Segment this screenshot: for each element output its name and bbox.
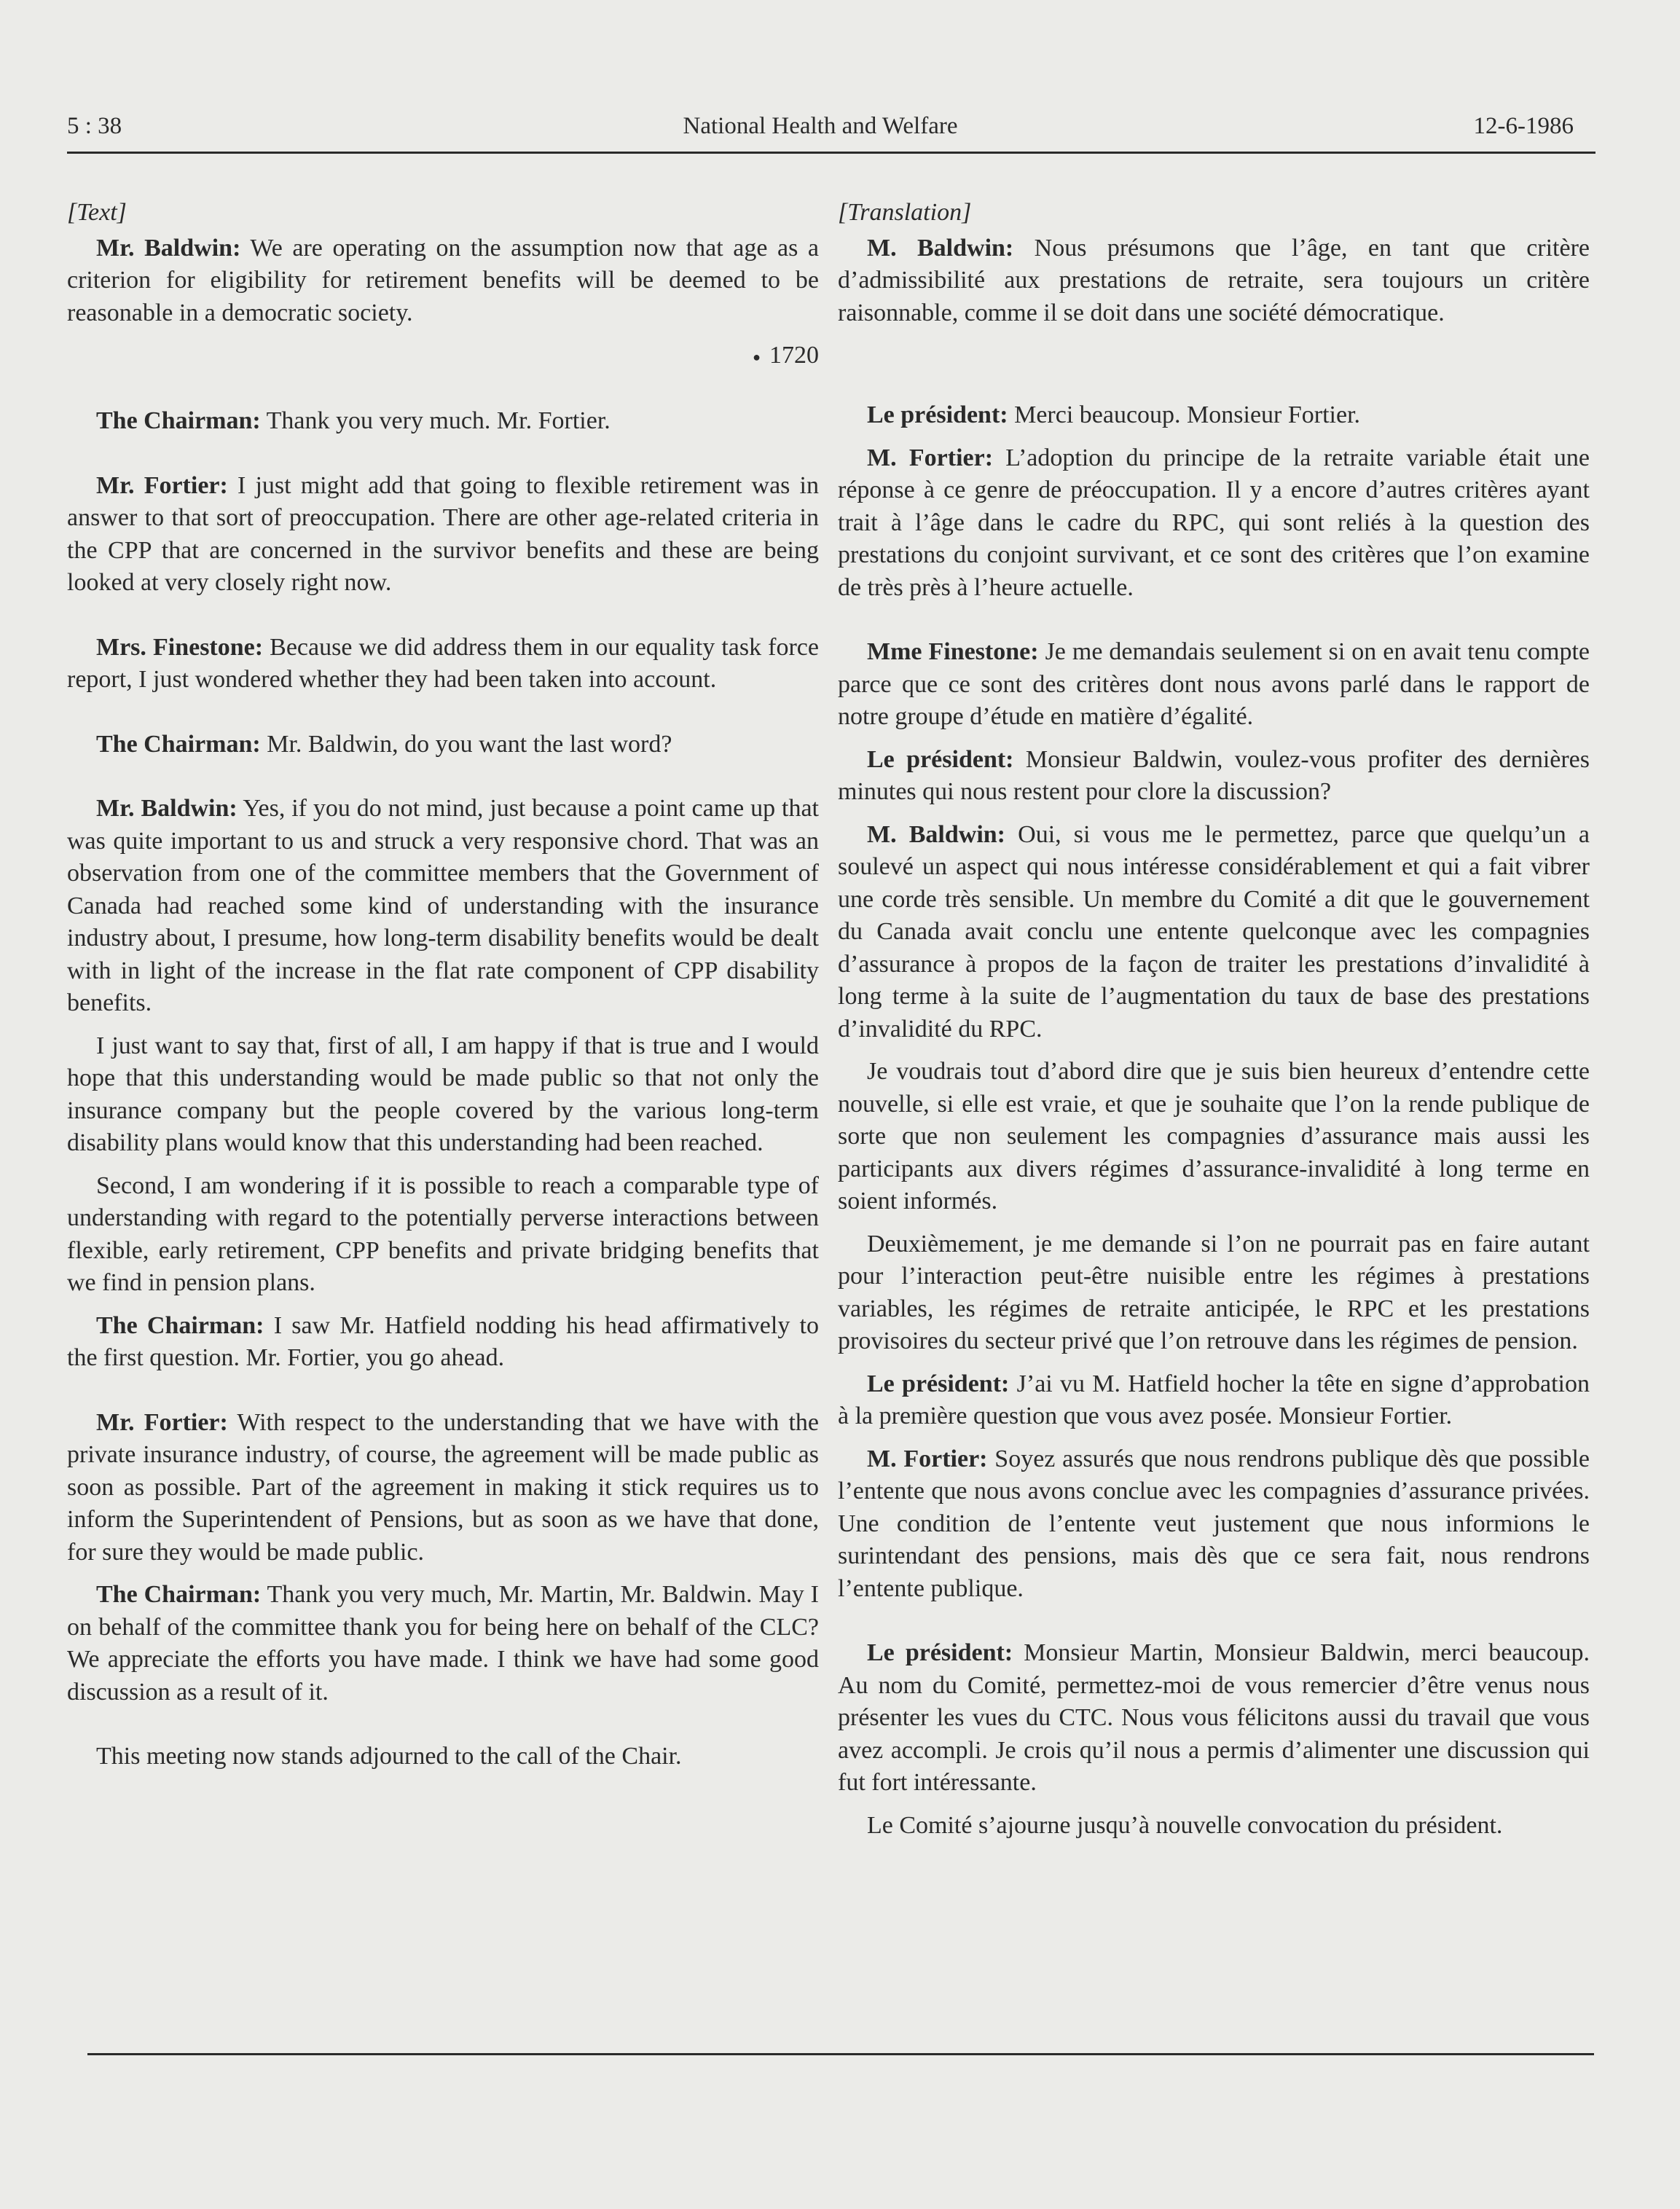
- speech: With respect to the understanding that we have with the private insurance industry, of course, the agreement will be made public as soon as possible. Part of the agreement in making it stick requires us to inform the Superintendent of Pensions, but as soon as we have that done, for sure they would be made public.: [67, 1408, 819, 1566]
- speech: This meeting now stands adjourned to the call of the Chair.: [96, 1743, 682, 1770]
- column-label-text: [Text]: [67, 199, 127, 226]
- speaker: Le président:: [867, 1370, 1010, 1397]
- page-date: 12-6-1986: [1473, 113, 1574, 139]
- paragraph: [67, 1579, 819, 1708]
- paragraph: [67, 1310, 819, 1375]
- paragraph: [67, 1407, 819, 1569]
- paragraph: [838, 232, 1590, 330]
- paragraph: [67, 729, 819, 761]
- speech: Le Comité s’ajourne jusqu’à nouvelle convocation du président.: [867, 1811, 1503, 1839]
- page-header: [67, 113, 1574, 154]
- speaker: Mr. Fortier:: [96, 1408, 228, 1436]
- paragraph: [67, 405, 819, 438]
- paragraph: [838, 636, 1590, 734]
- speech: Nous présumons que l’âge, en tant que critère d’admissibilité aux prestations de retraite, sera toujours un critère raisonnable, comme il se doit dans une société démocratique.: [838, 234, 1590, 326]
- speech: Mr. Baldwin, do you want the last word?: [260, 730, 672, 758]
- speech: Monsieur Baldwin, voulez-vous profiter des dernières minutes qui nous restent pour clore la discussion?: [838, 745, 1590, 805]
- speech: Oui, si vous me le permettez, parce que quelqu’un a soulevé un aspect qui nous intéresse considérablement et qui a fait vibrer une corde très sensible. Un membre du Comité a dit que le gouvernement du Canada avait conclu une entente quelconque avec les compagnies d’assurance à propos de la façon de traiter les prestations d’invalidité à long terme à la suite de l’augmentation du taux de base des prestations d’invalidité du RPC.: [838, 820, 1590, 1043]
- speech: Monsieur Martin, Monsieur Baldwin, merci beaucoup. Au nom du Comité, permettez-moi de vous remercier d’être venus nous présenter les vues du CTC. Nous vous félicitons aussi du travail que vous avez accompli. Je crois qu’il nous a permis d’alimenter une discussion qui fut fort intéressante.: [838, 1639, 1590, 1796]
- timestamp: 1720: [769, 342, 819, 369]
- speech: Thank you very much, Mr. Martin, Mr. Baldwin. May I on behalf of the committee thank you for being here on behalf of the CLC? We appreciate the efforts you have made. I think we have had some good discussion as a result of it.: [67, 1581, 819, 1706]
- speaker: Mr. Baldwin:: [96, 234, 241, 262]
- speech: I saw Mr. Hatfield nodding his head affirmatively to the first question. Mr. Fortier, you go ahead.: [67, 1311, 820, 1372]
- speech: Because we did address them in our equality task force report, I just wondered whether they had been taken into account.: [67, 633, 819, 694]
- speech: Deuxièmement, je me demande si l’on ne pourrait pas en faire autant pour l’interaction peut-être nuisible entre les régimes à prestations variables, les régimes de retraite anticipée, le RPC et les prestations provisoires du secteur privé que l’on retrouve dans les régimes de pension.: [838, 1230, 1590, 1354]
- speaker: M. Fortier:: [867, 1445, 988, 1472]
- speaker: Mr. Baldwin:: [96, 795, 238, 823]
- speech: Yes, if you do not mind, just because a point came up that was quite important to us and struck a very responsive chord. That was an observation from one of the committee members that the Government of Canada had reached some kind of understanding with the insurance industry about, I presume, how long-term disability benefits would be dealt with in light of the increase in the flat rate component of CPP disability benefits.: [67, 795, 819, 1017]
- english-column: [67, 197, 819, 1805]
- speech: Thank you very much. Mr. Fortier.: [260, 407, 611, 435]
- paragraph: [67, 1030, 819, 1160]
- speaker: The Chairman:: [96, 730, 261, 758]
- paragraph: [838, 1637, 1590, 1800]
- paragraph: [838, 1056, 1590, 1218]
- speaker: Mrs. Finestone:: [96, 633, 264, 661]
- paragraph: [838, 1228, 1590, 1358]
- speech: Merci beaucoup. Monsieur Fortier.: [1008, 401, 1361, 428]
- paragraph: [838, 744, 1590, 809]
- header-rule: [67, 152, 1595, 154]
- speech: Soyez assurés que nous rendrons publique dès que possible l’entente que nous avons conclue avec les compagnies d’assurance privées. Une condition de l’entente veut justement que nous informions le surintendant des pensions, mais dès que ce sera fait, nous rendrons l’entente publique.: [838, 1445, 1590, 1602]
- paragraph: [838, 1810, 1590, 1843]
- speaker: Mme Finestone:: [867, 638, 1039, 665]
- speaker: Le président:: [867, 401, 1008, 428]
- footer-rule: [87, 2053, 1594, 2055]
- paragraph: [67, 232, 819, 330]
- speaker: Le président:: [867, 1639, 1013, 1666]
- speech: I just want to say that, first of all, I am happy if that is true and I would hope that this understanding would be made public so that not only the insurance company but the people covered by the various long-term disability plans would know that this understanding had been reached.: [67, 1032, 819, 1157]
- page-number: 5 : 38: [67, 113, 122, 139]
- speech: J’ai vu M. Hatfield hocher la tête en signe d’approbation à la première question que vous avez posée. Monsieur Fortier.: [838, 1370, 1590, 1429]
- speaker: M. Baldwin:: [867, 234, 1014, 262]
- speech: Je me demandais seulement si on en avait tenu compte parce que ce sont des critères dont nous avons parlé dans le rapport de notre groupe d’étude en matière d’égalité.: [838, 638, 1590, 730]
- paragraph: [838, 1443, 1590, 1606]
- speaker: Mr. Fortier:: [96, 471, 228, 499]
- speaker: The Chairman:: [96, 1581, 262, 1609]
- paragraph: [838, 819, 1590, 1046]
- paragraph: [838, 1368, 1590, 1433]
- paragraph: [67, 1741, 819, 1773]
- paragraph: [67, 470, 819, 600]
- bullet-icon: ●: [753, 349, 761, 364]
- speaker: Le président:: [867, 745, 1014, 773]
- speech: Second, I am wondering if it is possible to reach a comparable type of understanding with regard to the potentially perverse interactions between flexible, early retirement, CPP benefits and private bridging benefits that we find in pension plans.: [67, 1172, 819, 1297]
- speaker: The Chairman:: [96, 407, 261, 435]
- speaker: M. Baldwin:: [867, 820, 1005, 848]
- paragraph: [67, 793, 819, 1020]
- speaker: The Chairman:: [96, 1311, 264, 1339]
- speech: I just might add that going to flexible retirement was in answer to that sort of preoccupation. There are other age-related criteria in the CPP that are concerned in the survivor benefits and these are being looked at very closely right now.: [67, 471, 819, 597]
- page-title: National Health and Welfare: [683, 113, 958, 139]
- paragraph: [838, 399, 1590, 432]
- speech: We are operating on the assumption now that age as a criterion for eligibility for retirement benefits will be deemed to be reasonable in a democratic society.: [67, 234, 820, 326]
- speech: L’adoption du principe de la retraite variable était une réponse à ce genre de préoccupation. Il y a encore d’autres critères ayant trait à l’âge dans le cadre du RPC, qui sont reliés à la question des prestations du conjoint survivant, et ce sont des critères que l’on examine de très près à l’heure actuelle.: [838, 444, 1590, 601]
- paragraph: [67, 632, 819, 697]
- speaker: M. Fortier:: [867, 444, 994, 471]
- paragraph: [838, 442, 1590, 605]
- speech: Je voudrais tout d’abord dire que je suis bien heureux d’entendre cette nouvelle, si elle est vraie, et que je souhaite que l’on la rende publique de sorte que non seulement les compagnies d’assurance mais aussi les participants aux divers régimes d’assurance-invalidité à long terme en soient informés.: [838, 1058, 1590, 1215]
- column-label-translation: [Translation]: [838, 199, 972, 226]
- french-column: [838, 197, 1590, 1874]
- timestamp-marker: [67, 340, 819, 373]
- paragraph: [67, 1170, 819, 1300]
